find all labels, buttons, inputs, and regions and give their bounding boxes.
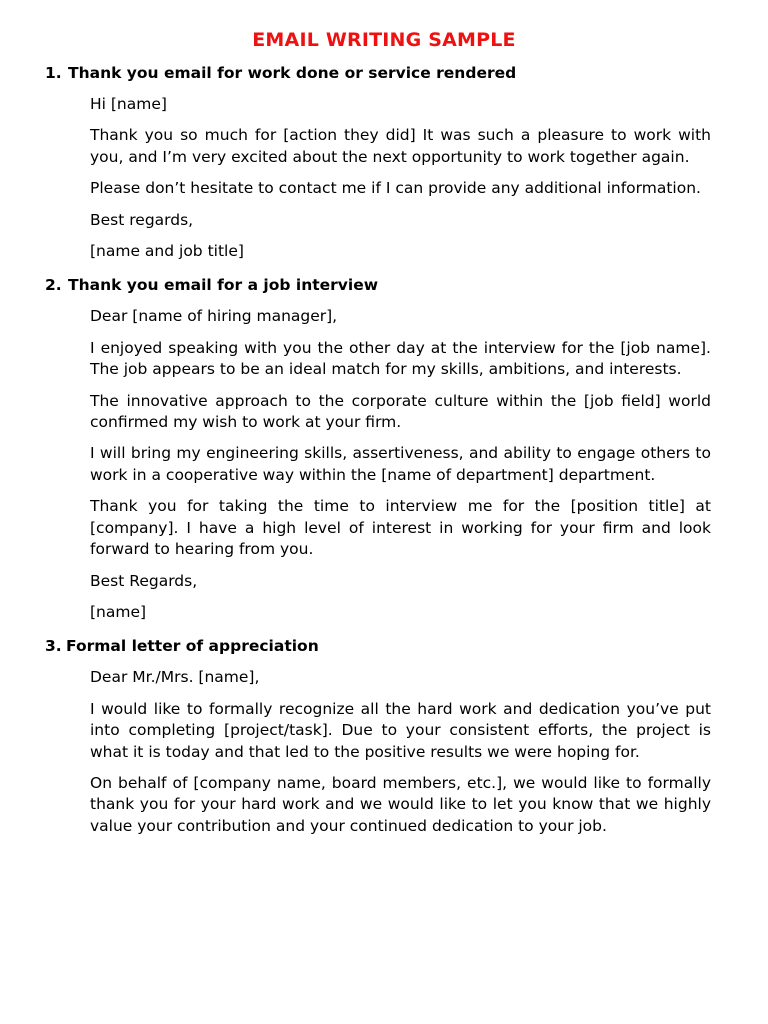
section-heading-text: Formal letter of appreciation: [66, 637, 319, 656]
section-body: [90, 306, 711, 623]
paragraph: I enjoyed speaking with you the other day at the interview for the [job name]. The job appears to be an ideal match for my skills, ambitions, and interests.: [90, 338, 711, 379]
section-heading-text: Thank you email for a job interview: [68, 276, 379, 295]
section-appreciation-letter: [0, 636, 768, 837]
paragraph: Thank you so much for [action they did] It was such a pleasure to work with you, and I’m very excited about the next opportunity to work together again.: [90, 126, 711, 166]
paragraph: On behalf of [company name, board members, etc.], we would like to formally thank you for your hard work and we would like to let you know that we highly value your contribution and your continued dedication to your job.: [90, 773, 711, 835]
section-number: 1.: [45, 64, 62, 82]
section-body: [90, 94, 711, 262]
section-number: 2.: [45, 276, 62, 295]
paragraph: Dear Mr./Mrs. [name],: [90, 668, 260, 687]
document-title: EMAIL WRITING SAMPLE: [252, 29, 516, 51]
paragraph: [name]: [90, 602, 147, 621]
paragraph: I will bring my engineering skills, assertiveness, and ability to engage others to work in a cooperative way within the [name of department] department.: [90, 444, 711, 484]
section-heading: [45, 63, 768, 84]
paragraph: [name and job title]: [90, 242, 244, 261]
paragraph: Thank you for taking the time to interview me for the [position title] at [company]. I have a high level of interest in working for your firm and look forward to hearing from you.: [90, 497, 711, 559]
paragraph: I would like to formally recognize all the hard work and dedication you’ve put into completing [project/task]. Due to your consistent efforts, the project is what it is today and that led to the positive results we were hoping for.: [90, 699, 711, 761]
section-thank-you-interview: [0, 275, 768, 623]
section-body: [90, 667, 711, 837]
paragraph: Hi [name]: [90, 95, 167, 113]
section-heading: [45, 275, 768, 296]
paragraph: Best Regards,: [90, 571, 198, 590]
paragraph: The innovative approach to the corporate culture within the [job field] world confirmed my wish to work at your firm.: [90, 391, 711, 432]
section-heading: [45, 636, 768, 657]
section-number: 3.: [45, 637, 62, 656]
paragraph: Please don’t hesitate to contact me if I can provide any additional information.: [90, 179, 701, 198]
section-heading-text: Thank you email for work done or service rendered: [68, 64, 517, 82]
section-thank-you-work: [0, 63, 768, 262]
paragraph: Best regards,: [90, 210, 194, 229]
paragraph: Dear [name of hiring manager],: [90, 307, 338, 326]
